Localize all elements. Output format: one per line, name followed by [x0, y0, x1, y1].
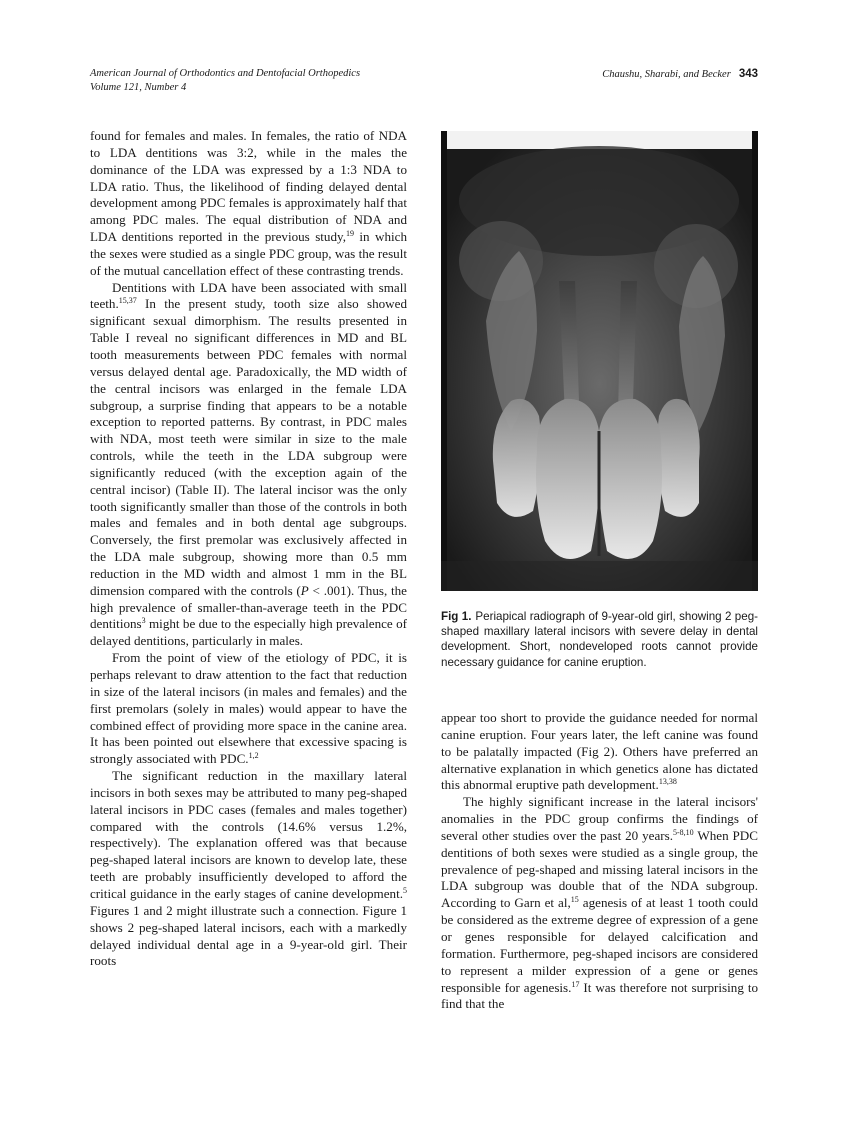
figure-label: Fig 1.: [441, 610, 472, 623]
figure-1-caption: [441, 609, 758, 670]
reference: 17: [571, 979, 580, 989]
paragraph-2: Dentitions with LDA have been associated with small teeth.$^{15,37}$ In the present study, tooth size also showed significant sexual dimorphism. The results presented in Table I reveal no significant differences in MD and BL tooth measurements between PDC females with normal versus delayed dental age. Paradoxically, the MD width of the central incisors was enlarged in the female LDA subgroup, a surprise finding that appears to be a notable exception to reported patterns. By contrast, in PDC males with NDA, most teeth were similar in size to the male controls, while the teeth in the LDA subgroup were significantly reduced (with the exception again of the central incisor) (Table II). The lateral incisor was the only tooth significantly smaller than those of the controls in both males and females and in both dental age subgroups. Conversely, the first premolar was exclusively affected in the LDA male subgroup, showing more than 0.5 mm reduction in the MD width and almost 1 mm in the BL dimension compared with the controls (P < .001). Thus, the high prevalence of smaller-than-average teeth in the PDC dentitions$^3$ might be due to the especially high prevalence of delayed dentitions, particularly in males.: [90, 279, 407, 649]
journal-citation: [90, 67, 360, 95]
reference: 15,37: [118, 296, 137, 306]
reference: 5-8,10: [673, 827, 694, 837]
journal-title: American Journal of Orthodontics and Dentofacial Orthopedics: [90, 68, 361, 79]
running-authors: Chaushu, Sharabi, and Becker: [602, 69, 731, 80]
reference: 1,2: [248, 751, 259, 761]
reference: 13,38: [658, 777, 677, 787]
paragraph-1: found for females and males. In females, the ratio of NDA to LDA dentitions was 3:2, while in the males the dominance of the LDA was expressed by a 1:3 NDA to LDA ratio. Thus, the likelihood of finding delayed dental development among PDC females is approximately half that among PDC males. The equal distribution of NDA and LDA dentitions reported in the previous study,$^{19}$ in which the sexes were studied as a single PDC group, was the result of the mutual cancellation effect of these contrasting trends.: [90, 128, 408, 278]
journal-volume: Volume 121, Number 4: [90, 82, 187, 93]
reference: 15: [570, 895, 579, 905]
paragraph-4: The significant reduction in the maxillary lateral incisors in both sexes may be attributed to many peg-shaped lateral incisors in PDC cases (females and males together) compared with the controls (14.6% versus 1.2%, respectively). The explanation offered was that because peg-shaped lateral incisors are known to develop late, these teeth are probably insufficiently developed to afford the critical guidance in the early stages of canine development.$^5$ Figures 1 and 2 might illustrate such a connection. Figure 1 shows 2 peg-shaped lateral incisors, each with a markedly delayed individual dental age in a 9-year-old girl. Their roots: [90, 768, 407, 969]
paragraph-5: appear too short to provide the guidance needed for normal canine eruption. Four years later, the left canine was found to be palatally impacted (Fig 2). Others have preferred an alternative explanation in which genetics alone has dictated this abnormal eruptive path development.$^{13,38}$: [441, 710, 758, 793]
reference: 3: [141, 616, 146, 626]
left-column: [90, 128, 407, 970]
paragraph-6: The highly significant increase in the lateral incisors' anomalies in the PDC group confirms the findings of several other studies over the past 20 years.$^{5-8,10}$ When PDC dentitions of both sexes were studied as a single group, the prevalence of peg-shaped and missing lateral incisors in the LDA subgroup was double that of the NDA subgroup. According to Garn et al,$^{15}$ agenesis of at least 1 tooth could be considered as the extreme degree of expression of a gene or genes responsible for delayed calcification and formation. Furthermore, peg-shaped incisors are considered to represent a milder expression of a gene or genes responsible for agenesis.$^{17}$ It was therefore not surprising to find that the: [441, 794, 758, 1012]
paragraph-3: From the point of view of the etiology of PDC, it is perhaps relevant to draw attention to the fact that reduction in size of the lateral incisors (in males and females) and the first premolars (solely in males) would appear to have the combined effect of providing more space in the canine area. It has been pointed out elsewhere that excessive spacing is strongly associated with PDC.$^{1,2}$: [90, 650, 407, 767]
right-column: [441, 710, 758, 1013]
page-number: 343: [738, 68, 758, 80]
caption-text: Periapical radiograph of 9-year-old girl, showing 2 peg-shaped maxillary lateral incisors with severe delay in dental development. Short, nondeveloped roots cannot provide necessary guidance for canine eruption.: [441, 610, 759, 669]
figure-1-radiograph: [441, 131, 758, 591]
author-page: [602, 67, 758, 82]
reference: 5: [403, 885, 407, 895]
reference: 19: [346, 229, 354, 239]
radiograph-image: [441, 131, 758, 591]
